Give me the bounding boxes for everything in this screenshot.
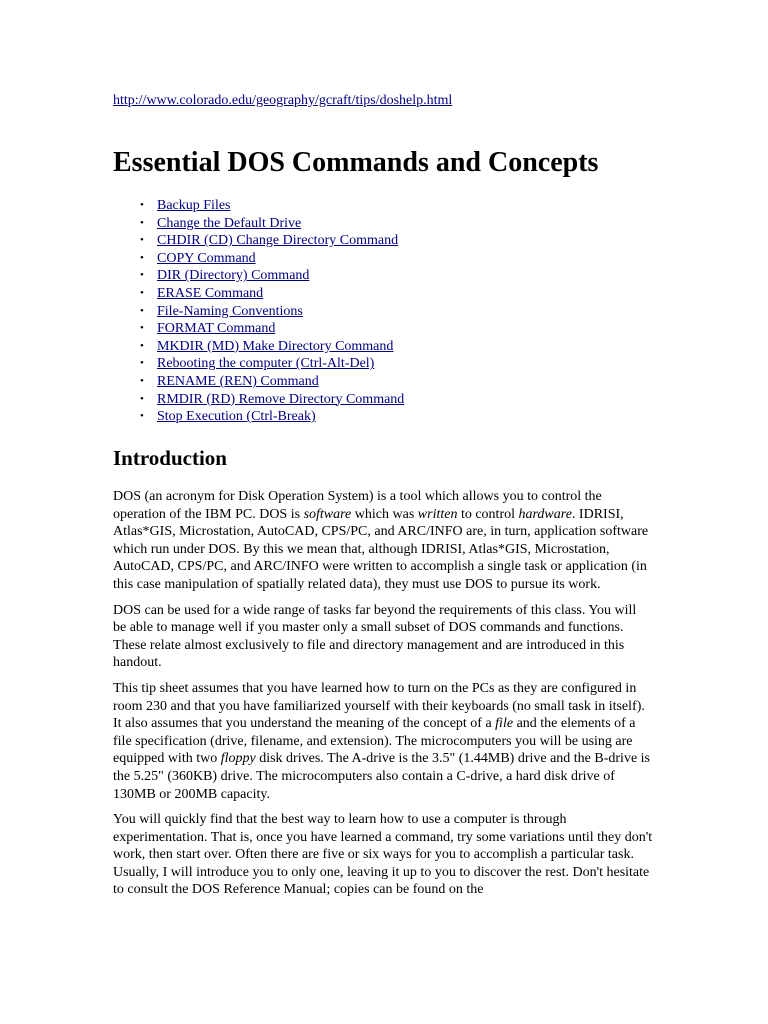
emphasis-file: file xyxy=(495,716,514,732)
toc-item xyxy=(157,232,404,250)
text-run: disk drives. The A-drive is the 3.5" (1.44MB) drive and the B-drive is the 5.25" (360KB) drive. The microcomputers also contain a C-drive, a hard disk drive of 130MB or 200MB capacity. xyxy=(113,751,651,802)
toc-link-stop-execution[interactable]: Stop Execution (Ctrl-Break) xyxy=(157,409,316,425)
paragraph-1 xyxy=(113,488,653,594)
paragraph-3 xyxy=(113,680,653,803)
toc-item xyxy=(157,391,404,409)
toc-item xyxy=(157,355,404,373)
toc-item xyxy=(157,197,404,215)
toc-link-format[interactable]: FORMAT Command xyxy=(157,321,276,337)
toc-link-change-default-drive[interactable]: Change the Default Drive xyxy=(157,215,302,231)
toc-item xyxy=(157,303,404,321)
toc-link-erase[interactable]: ERASE Command xyxy=(157,285,264,301)
introduction-heading: Introduction xyxy=(113,446,227,470)
paragraph-2: DOS can be used for a wide range of tasks far beyond the requirements of this class. You will be able to manage well if you master only a small subset of DOS commands and functions. These relate almost exclusively to file and directory management and are introduced in this handout. xyxy=(113,602,637,671)
paragraph-4: You will quickly find that the best way to learn how to use a computer is through experimentation. That is, once you have learned a command, try some variations until they don't work, then start over. Often there are five or six ways for you to accomplish a particular task. Usually, I will introduce you to only one, leaving it up to you to discover the rest. Don't hesitate to consult the DOS Reference Manual; copies can be found on the xyxy=(113,812,653,898)
toc-item xyxy=(157,338,404,356)
toc-link-rmdir[interactable]: RMDIR (RD) Remove Directory Command xyxy=(157,391,405,407)
emphasis-written: written xyxy=(417,506,458,522)
page-title: Essential DOS Commands and Concepts xyxy=(113,147,599,178)
toc-link-dir[interactable]: DIR (Directory) Command xyxy=(157,268,310,284)
toc-item xyxy=(157,285,404,303)
toc-item xyxy=(157,215,404,233)
table-of-contents xyxy=(113,197,404,426)
toc-item xyxy=(157,408,404,426)
introduction-body xyxy=(113,488,653,907)
toc-item xyxy=(157,267,404,285)
text-run: This tip sheet assumes that you have learned how to turn on the PCs as they are configured in room 230 and that you have familiarized yourself with their keyboards (no small task in itself). It also assumes that you understand the meaning of the concept of a xyxy=(113,680,645,732)
toc-link-file-naming[interactable]: File-Naming Conventions xyxy=(157,303,303,319)
emphasis-hardware: hardware xyxy=(518,506,572,522)
emphasis-software: software xyxy=(303,506,352,522)
text-run: to control xyxy=(457,506,519,522)
text-run: which was xyxy=(351,506,418,522)
toc-link-backup-files[interactable]: Backup Files xyxy=(157,198,231,213)
toc-link-rebooting[interactable]: Rebooting the computer (Ctrl-Alt-Del) xyxy=(157,356,375,372)
toc-link-rename[interactable]: RENAME (REN) Command xyxy=(157,373,319,389)
toc-item xyxy=(157,320,404,338)
emphasis-floppy: floppy xyxy=(220,751,256,767)
source-url-link[interactable]: http://www.colorado.edu/geography/gcraft/tips/doshelp.html xyxy=(113,93,453,108)
toc-item xyxy=(157,373,404,391)
text-run: . IDRISI, Atlas*GIS, Microstation, AutoCAD, CPS/PC, and ARC/INFO are, in turn, application software which run under DOS. By this we mean that, although IDRISI, Atlas*GIS, Microstation, AutoCAD, CPS/PC, and ARC/INFO were written to accomplish a single task or application (in this case manipulation of spatially related data), they must use DOS to pursue its work. xyxy=(113,506,649,592)
text-run: and the elements of a file specification (drive, filename, and extension). The microcomputers you will be using are equipped with two xyxy=(113,716,636,767)
toc-link-mkdir[interactable]: MKDIR (MD) Make Directory Command xyxy=(157,338,394,354)
toc-link-chdir[interactable]: CHDIR (CD) Change Directory Command xyxy=(157,233,399,249)
document-content xyxy=(113,92,653,898)
toc-link-copy[interactable]: COPY Command xyxy=(157,250,256,266)
toc-item xyxy=(157,250,404,268)
text-run: DOS (an acronym for Disk Operation System) is a tool which allows you to control the operation of the IBM PC. DOS is xyxy=(113,489,602,522)
